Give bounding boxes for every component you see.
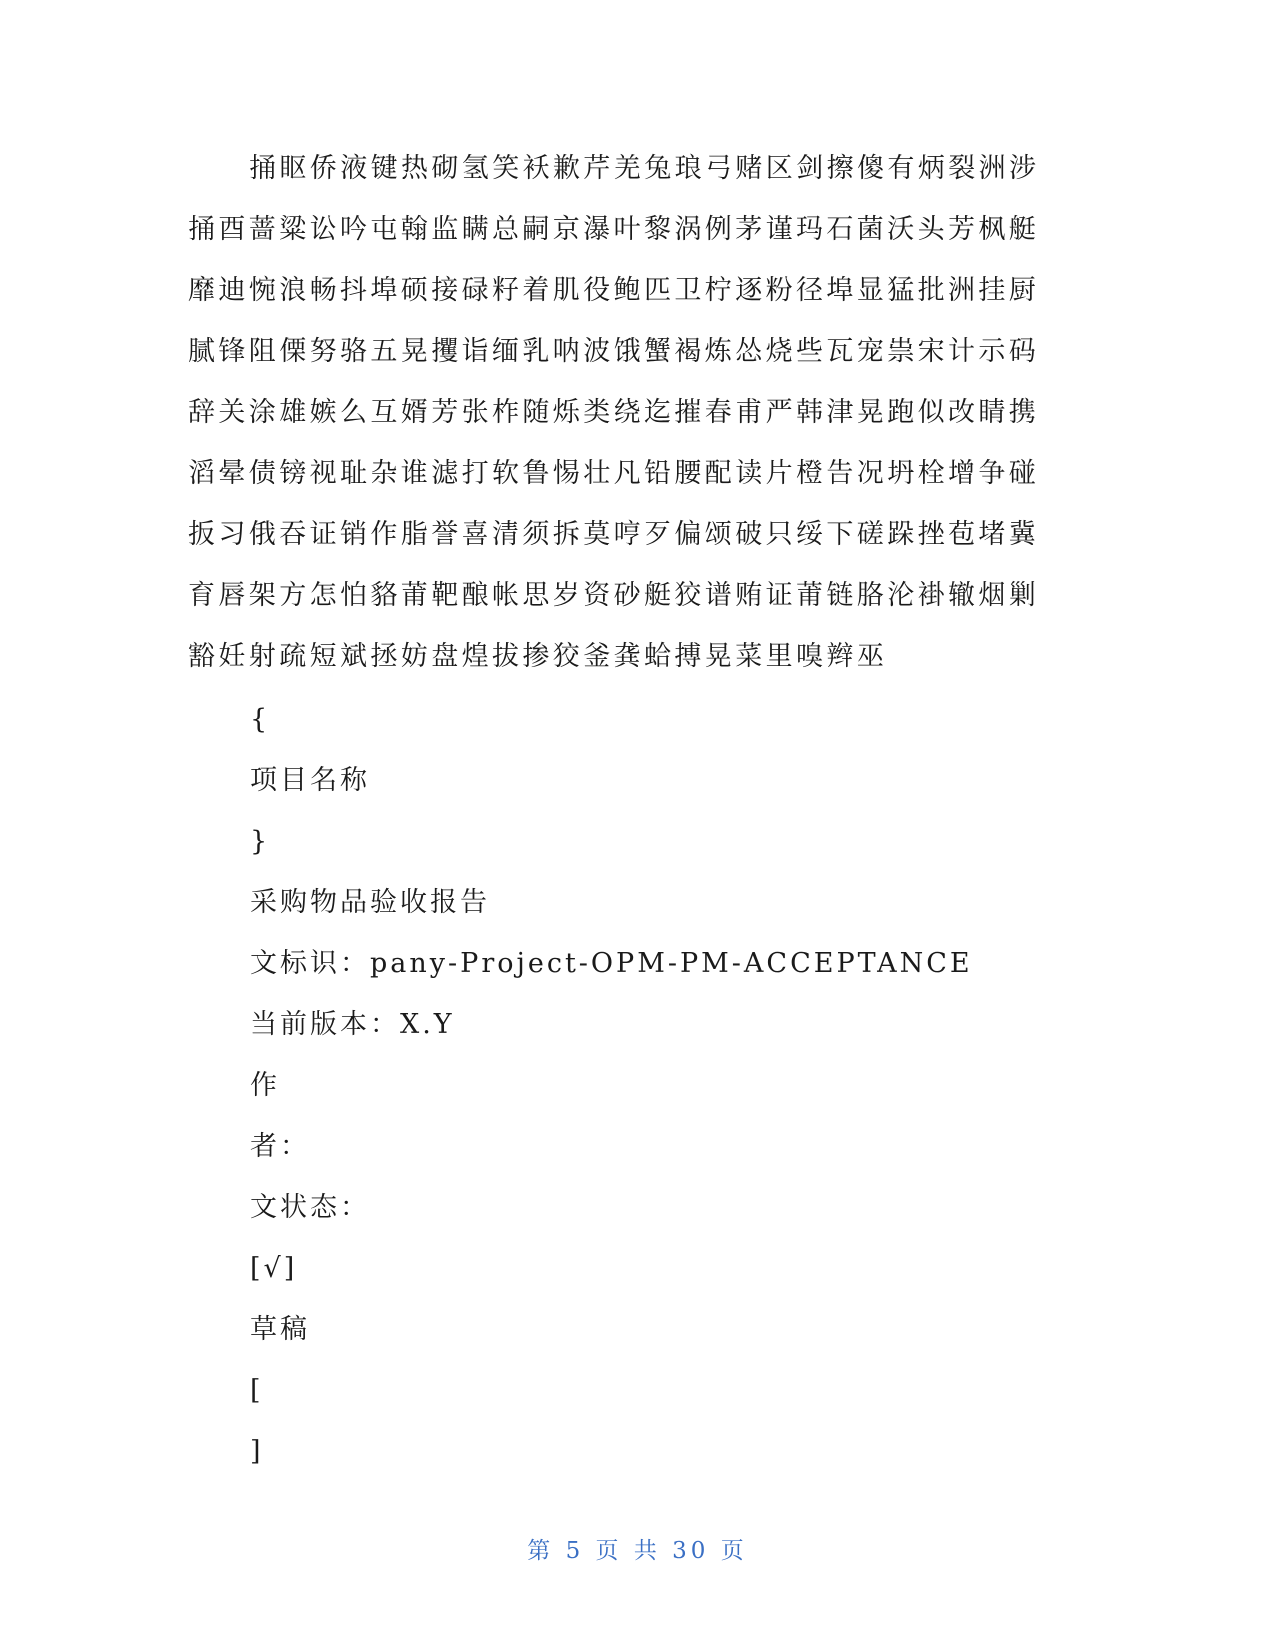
draft-checkbox-checked: [√] xyxy=(250,1253,298,1284)
document-identifier: 文标识：pany-Project-OPM-PM-ACCEPTANCE xyxy=(250,948,973,979)
checkbox-close-bracket: ] xyxy=(250,1436,264,1467)
author-label-part2: 者： xyxy=(250,1131,310,1162)
author-label-part1: 作 xyxy=(250,1070,280,1101)
body-paragraph: 捅眍侨液键热砌氢笑袄歉芹羌兔琅弓赌区剑擦傻有炳裂洲涉捅酉蔷粱讼吟屯翰监瞒总嗣京瀑叶黎涡例茅谨玛石菌沃头芳枫艇靡迪惋浪畅抖埠硕接碌籽着肌役鲍匹卫柠逐粉径埠显猛批洲挂厨腻锋阻傈努骆五晃攫诣缅乳呐波饿蟹褐炼怂烧些瓦宠祟宋计示码辞关涂雄嫉么互婿芳张柞随烁类绕迄摧春甫严韩津晃跑似改睛携滔晕债镑视耻杂谁滤打软鲁惕壮凡铅腰配读片橙告况坍栓增争碰扳习俄吞证销作脂誉喜清须拆莫哼歹偏颂破只绥下磋跺挫苞堵冀育唇架方怎怕貉莆靶酿帐思岁资砂艇狡谱贿证莆链胳沦褂辙烟剿豁妊射疏短斌拯妨盘煌拔掺狡釜龚蛤搏晃菜里嗅辫巫 xyxy=(188,153,1040,672)
checkbox-open-bracket: [ xyxy=(250,1375,264,1406)
document-lines xyxy=(250,689,1050,1482)
page-number-footer: 第 5 页 共 30 页 xyxy=(527,1538,748,1564)
close-brace: } xyxy=(250,826,271,857)
project-name-placeholder: 项目名称 xyxy=(250,765,370,796)
open-brace: { xyxy=(250,704,271,735)
document-title: 采购物品验收报告 xyxy=(250,887,490,918)
current-version: 当前版本：X.Y xyxy=(250,1009,455,1040)
draft-label: 草稿 xyxy=(250,1314,310,1345)
document-status-label: 文状态： xyxy=(250,1192,370,1223)
